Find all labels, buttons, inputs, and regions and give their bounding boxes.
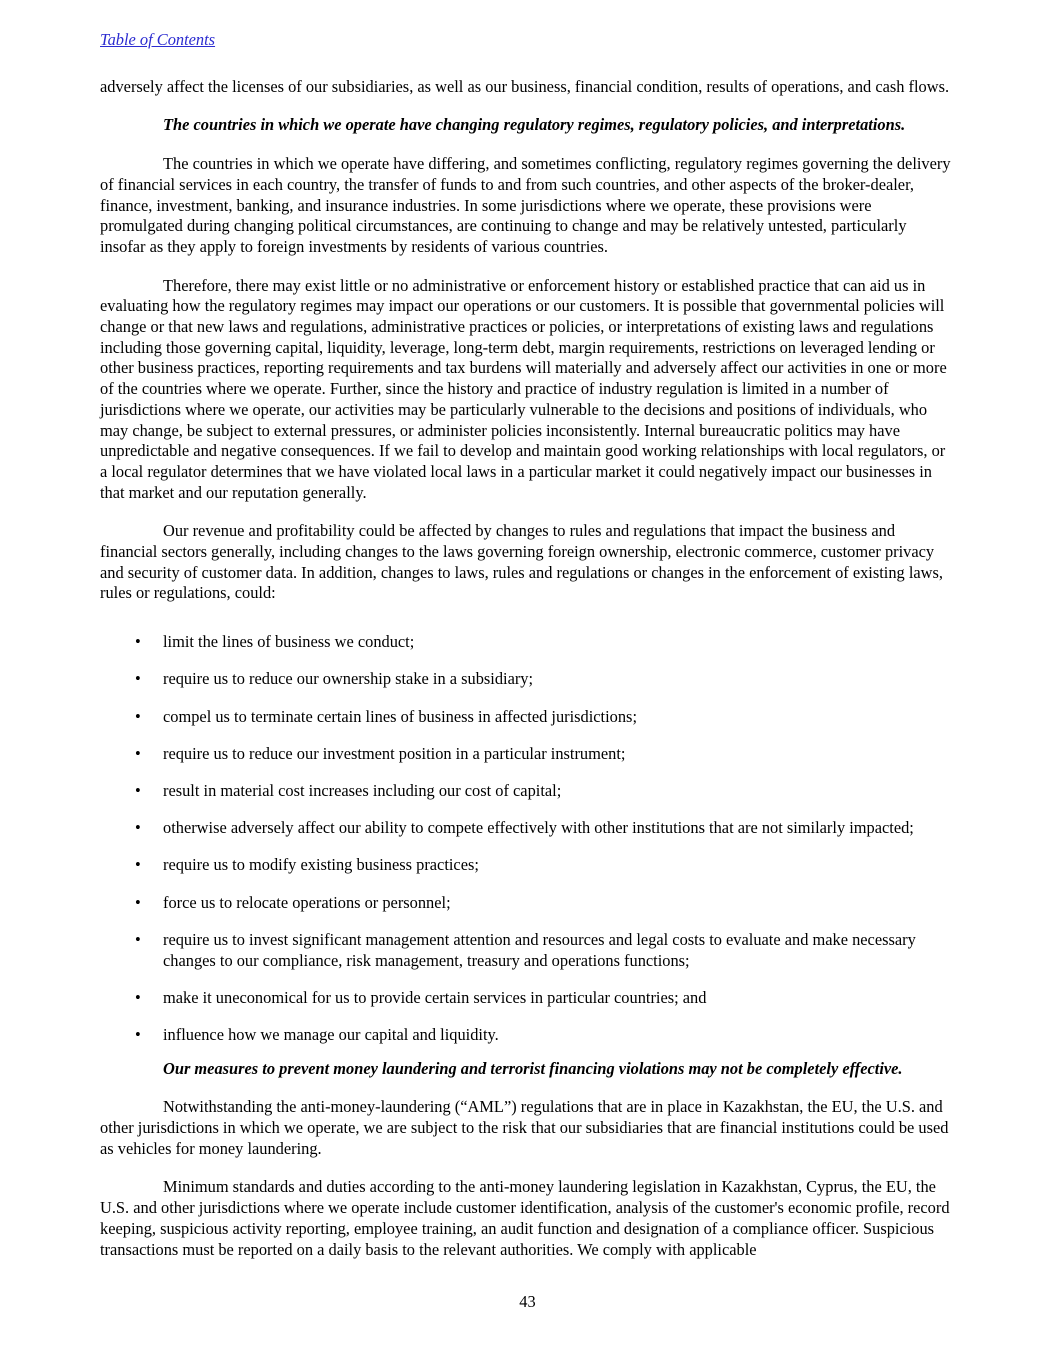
heading-regulatory-regimes: The countries in which we operate have changing regulatory regimes, regulatory policies, and interpretations. bbox=[163, 115, 906, 135]
list-item bbox=[100, 893, 955, 914]
bullet-icon: • bbox=[135, 669, 141, 689]
list-item bbox=[100, 855, 955, 876]
bullet-icon: • bbox=[135, 855, 141, 875]
bullet-icon: • bbox=[135, 632, 141, 652]
list-item-text: influence how we manage our capital and liquidity. bbox=[163, 1024, 499, 1044]
list-item bbox=[100, 781, 955, 802]
bullet-icon: • bbox=[135, 818, 141, 838]
list-item bbox=[100, 930, 955, 971]
list-item-text: otherwise adversely affect our ability to compete effectively with other institutions that are not similarly impacted; bbox=[163, 818, 914, 838]
list-item-text: limit the lines of business we conduct; bbox=[163, 632, 415, 652]
paragraph-differing-regimes: The countries in which we operate have differing, and sometimes conflicting, regulatory regimes governing the delivery of financial services in each country, the transfer of funds to and from such countries, and other aspects of the broker-dealer, finance, investment, banking, and insurance industries. In some jurisdictions where we operate, these provisions were promulgated during changing political circumstances, are continuing to change and may be relatively untested, particularly insofar as they apply to foreign investments by residents of various countries. bbox=[100, 154, 951, 256]
list-item-text: require us to reduce our investment position in a particular instrument; bbox=[163, 743, 626, 763]
list-item-text: require us to reduce our ownership stake in a subsidiary; bbox=[163, 669, 534, 689]
list-item bbox=[100, 632, 955, 653]
list-item bbox=[100, 669, 955, 690]
heading-money-laundering: Our measures to prevent money laundering and terrorist financing violations may not be completely effective. bbox=[163, 1058, 903, 1078]
page-number: 43 bbox=[519, 1292, 536, 1312]
paragraph-carryover: adversely affect the licenses of our subsidiaries, as well as our business, financial condition, results of operations, and cash flows. bbox=[100, 76, 950, 96]
bullet-icon: • bbox=[135, 892, 141, 912]
bullet-icon: • bbox=[135, 987, 141, 1007]
bullet-icon: • bbox=[135, 706, 141, 726]
bullet-icon: • bbox=[135, 780, 141, 800]
bullet-icon: • bbox=[135, 1024, 141, 1044]
regulatory-consequences-list bbox=[100, 632, 955, 1045]
paragraph-minimum-standards: Minimum standards and duties according to the anti-money laundering legislation in Kazakhstan, Cyprus, the EU, the U.S. and other jurisdictions where we operate include customer identification, analysis of the customer's economic profile, record keeping, suspicious activity reporting, employee training, an audit function and designation of a compliance officer. Suspicious transactions must be reported on a daily basis to the relevant authorities. We comply with applicable bbox=[100, 1177, 950, 1259]
list-item-text: result in material cost increases including our cost of capital; bbox=[163, 780, 562, 800]
table-of-contents-link[interactable]: Table of Contents bbox=[100, 30, 216, 49]
list-item-text: compel us to terminate certain lines of business in affected jurisdictions; bbox=[163, 706, 637, 726]
list-item bbox=[100, 988, 955, 1009]
paragraph-notwithstanding-aml: Notwithstanding the anti-money-laundering (“AML”) regulations that are in place in Kazakhstan, the EU, the U.S. and other jurisdictions in which we operate, we are subject to the risk that our subsidiaries that are financial institutions could be used as vehicles for money laundering. bbox=[100, 1097, 949, 1158]
list-item bbox=[100, 707, 955, 728]
bullet-icon: • bbox=[135, 743, 141, 763]
list-item bbox=[100, 818, 955, 839]
list-item-text: require us to invest significant management attention and resources and legal costs to evaluate and make necessary changes to our compliance, risk management, treasury and operations functions; bbox=[163, 929, 916, 970]
list-item-text: force us to relocate operations or personnel; bbox=[163, 892, 451, 912]
toc-link-container bbox=[100, 30, 955, 51]
list-item bbox=[100, 744, 955, 765]
bullet-icon: • bbox=[135, 929, 141, 949]
page-footer bbox=[100, 1292, 955, 1313]
list-item bbox=[100, 1025, 955, 1046]
list-item-text: make it uneconomical for us to provide certain services in particular countries; and bbox=[163, 987, 707, 1007]
list-item-text: require us to modify existing business practices; bbox=[163, 855, 479, 875]
paragraph-revenue-profitability: Our revenue and profitability could be affected by changes to rules and regulations that impact the business and financial sectors generally, including changes to the laws governing foreign ownership, electronic commerce, customer privacy and security of customer data. In addition, changes to laws, rules and regulations or changes in the enforcement of existing laws, rules or regulations, could: bbox=[100, 521, 943, 603]
paragraph-therefore-history: Therefore, there may exist little or no administrative or enforcement history or established practice that can aid us in evaluating how the regulatory regimes may impact our operations or our customers. It is possible that governmental policies will change or that new laws and regulations, administrative practices or policies, or interpretations of existing laws and regulations including those governing capital, liquidity, leverage, long-term debt, margin requirements, restrictions on leveraged lending or other business practices, reporting requirements and tax burdens will materially and adversely affect our activities in one or more of the countries where we operate. Further, since the history and practice of industry regulation is limited in a number of jurisdictions where we operate, our activities may be particularly vulnerable to the decisions and positions of individuals, who may change, be subject to external pressures, or administer policies inconsistently. Internal bureaucratic politics may have unpredictable and negative consequences. If we fail to develop and maintain good working relationships with local regulators, or a local regulator determines that we have violated local laws in a particular market it could negatively impact our businesses in that market and our reputation generally. bbox=[100, 275, 947, 502]
